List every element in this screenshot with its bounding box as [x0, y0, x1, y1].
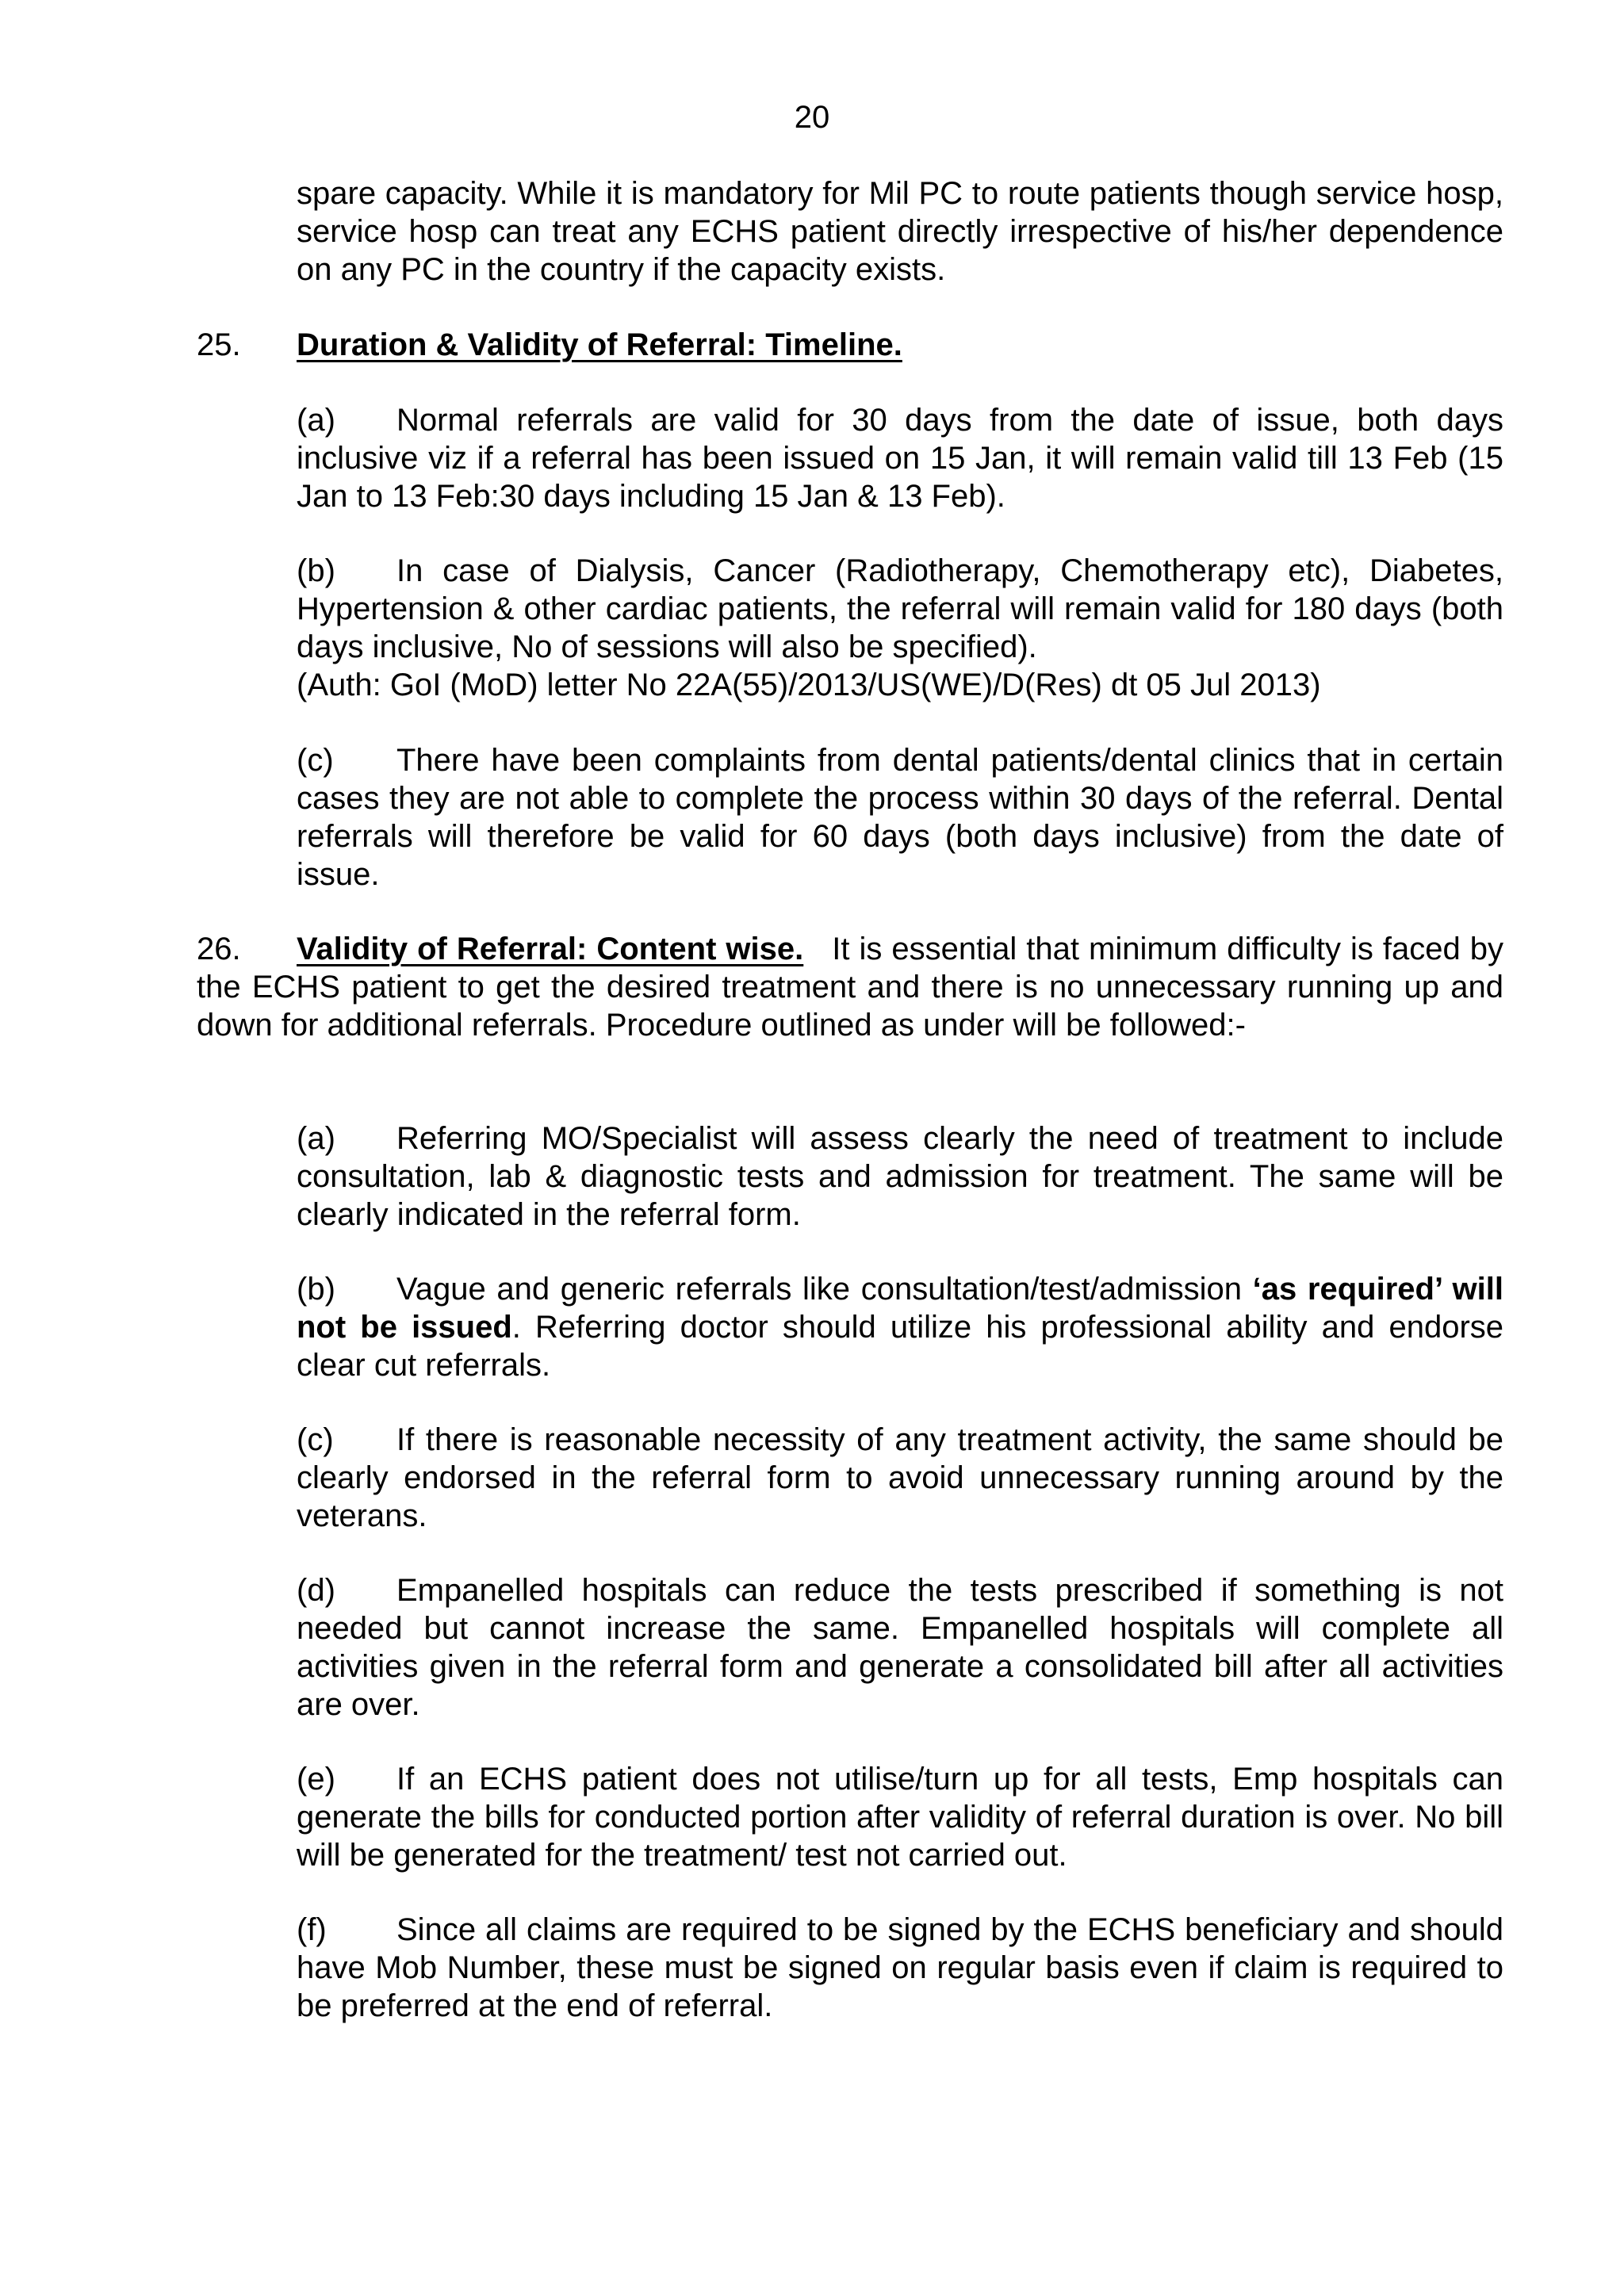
section-26-item-f: [297, 1911, 1503, 2025]
section-26-paragraph: [197, 930, 1503, 1044]
section-title: Duration & Validity of Referral: Timeline.: [297, 327, 902, 362]
item-label: (b): [297, 553, 335, 588]
section-25-item-a: [297, 401, 1503, 515]
item-label: (b): [297, 1272, 335, 1307]
section-25-item-b: [297, 552, 1503, 666]
section-26-item-e: [297, 1760, 1503, 1874]
intro-paragraph: spare capacity. While it is mandatory for Mil PC to route patients though service hosp, service hosp can treat any ECHS patient directly irrespective of his/her dependence on any PC in the country if the capacity exists.: [297, 176, 1503, 287]
item-text: Referring MO/Specialist will assess clearly the need of treatment to include consultation, lab & diagnostic tests and admission for treatment. The same will be clearly indicated in the referral form.: [297, 1121, 1503, 1232]
item-text-after: . Referring doctor should utilize his professional ability and endorse clear cut referrals.: [297, 1310, 1504, 1383]
item-text: If there is reasonable necessity of any treatment activity, the same should be clearly endorsed in the referral form to avoid unnecessary running around by the veterans.: [297, 1422, 1503, 1533]
item-label: (a): [297, 1121, 335, 1156]
section-26-item-c: [297, 1421, 1503, 1535]
item-text: If an ECHS patient does not utilise/turn up for all tests, Emp hospitals can generate the bills for conducted portion after validity of referral duration is over. No bill will be generated for the treatment/ test not carried out.: [297, 1762, 1503, 1873]
item-label: (d): [297, 1573, 335, 1608]
section-26-item-d: [297, 1571, 1503, 1724]
item-text: In case of Dialysis, Cancer (Radiotherapy, Chemotherapy etc), Diabetes, Hypertension & other cardiac patients, the referral will remain valid for 180 days (both days inclusive, No of sessions will also be specified).: [297, 553, 1503, 664]
section-26-item-b: [297, 1270, 1503, 1384]
item-label: (c): [297, 743, 334, 778]
section-25-heading: [197, 326, 1503, 364]
item-text: Empanelled hospitals can reduce the tests prescribed if something is not needed but cannot increase the same. Empanelled hospitals will complete all activities given in the referral form and generate a consolidated bill after all activities are over.: [297, 1573, 1503, 1722]
item-label: (e): [297, 1762, 335, 1797]
item-text: There have been complaints from dental patients/dental clinics that in certain cases they are not able to complete the process within 30 days of the referral. Dental referrals will therefore be valid for 60 days (both days inclusive) from the date of issue.: [297, 743, 1503, 892]
item-label: (c): [297, 1422, 334, 1457]
item-label: (a): [297, 403, 335, 438]
item-bold-text: ‘as required’ will not be issued: [297, 1272, 1503, 1345]
section-number: 25.: [197, 327, 241, 362]
item-text: Since all claims are required to be signed by the ECHS beneficiary and should have Mob Number, these must be signed on regular basis even if claim is required to be preferred at the end of referral.: [297, 1912, 1503, 2023]
section-number: 26.: [197, 932, 241, 966]
section-title: Validity of Referral: Content wise.: [297, 932, 804, 966]
item-text-before: Vague and generic referrals like consultation/test/admission: [396, 1272, 1253, 1307]
item-label: (f): [297, 1912, 327, 1947]
item-text: Normal referrals are valid for 30 days from the date of issue, both days inclusive viz if a referral has been issued on 15 Jan, it will remain valid till 13 Feb (15 Jan to 13 Feb:30 days including 15 Jan & 13 Feb).: [297, 403, 1503, 514]
section-26-item-a: [297, 1119, 1503, 1234]
authority-reference: (Auth: GoI (MoD) letter No 22A(55)/2013/US(WE)/D(Res) dt 05 Jul 2013): [297, 668, 1321, 702]
section-intro-text: It is essential that minimum difficulty is faced by the ECHS patient to get the desired treatment and there is no unnecessary running up and down for additional referrals. Procedure outlined as under will be followed:-: [197, 932, 1504, 1043]
section-25-item-c: [297, 741, 1503, 894]
page-number: 20: [794, 100, 830, 135]
